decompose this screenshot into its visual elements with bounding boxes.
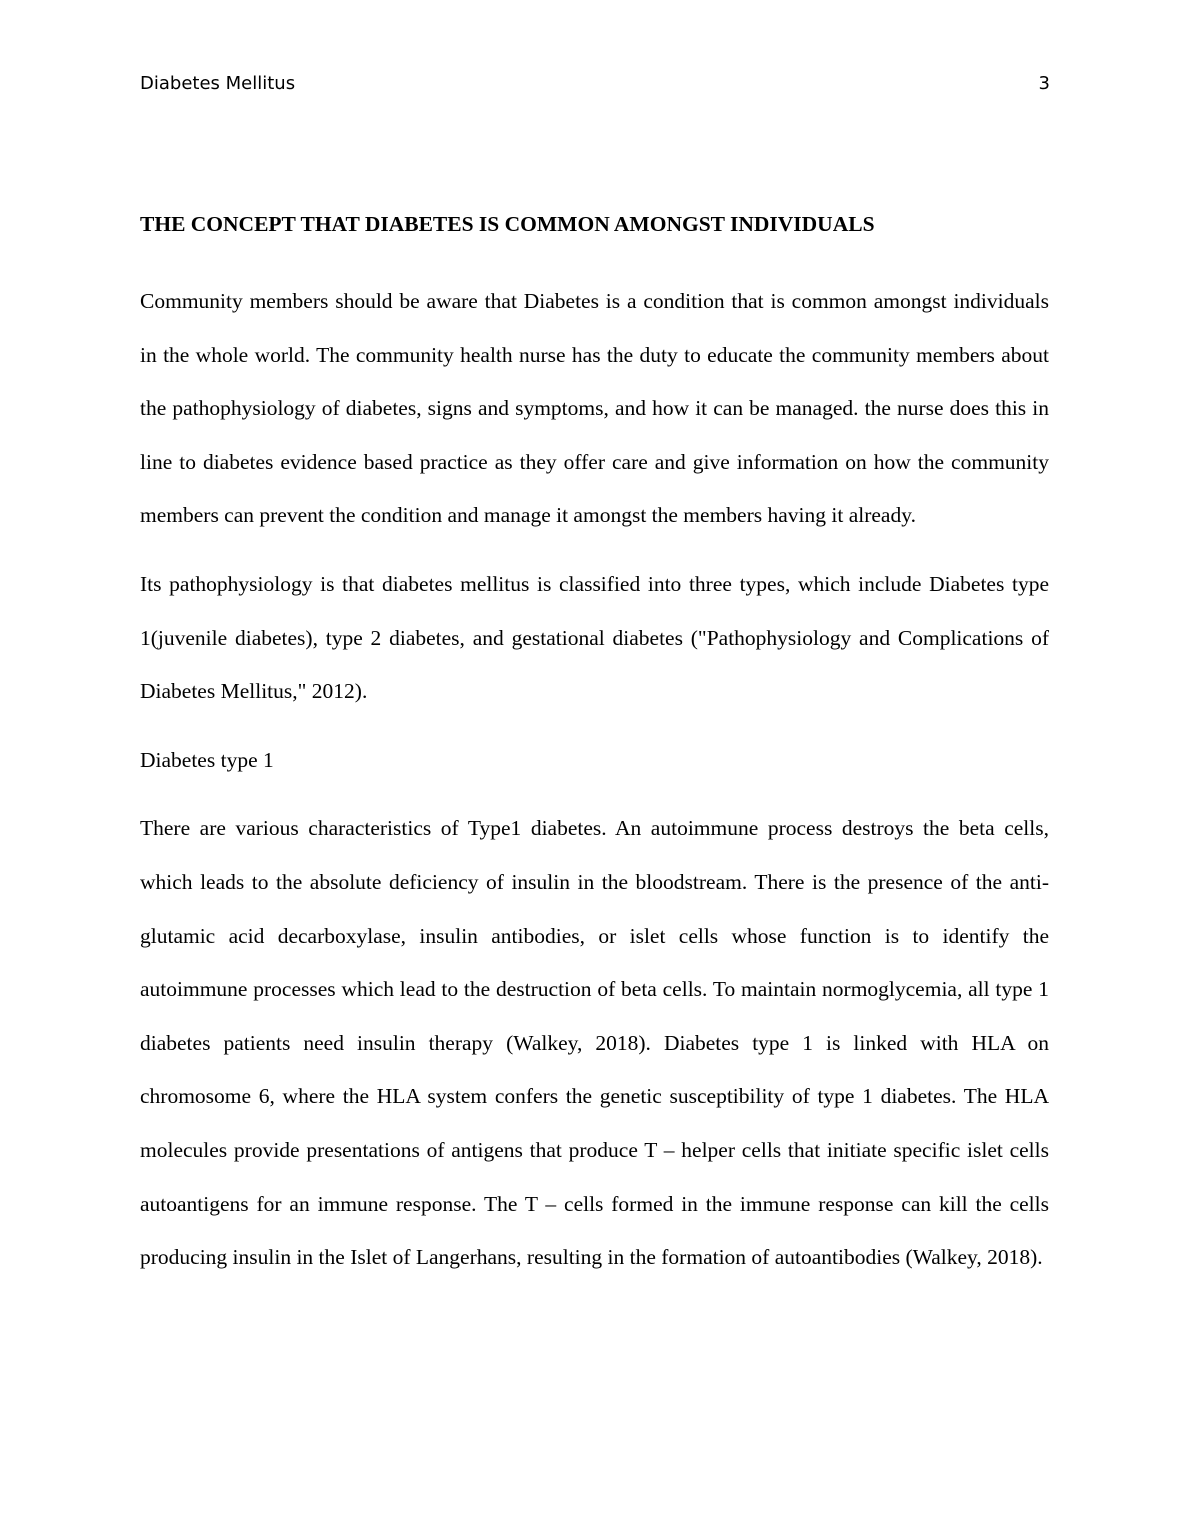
page-number: 3 <box>1038 73 1050 94</box>
subheading-diabetes-type-1: Diabetes type 1 <box>140 747 274 772</box>
paragraph-type-1: There are various characteristics of Type1 diabetes. An autoimmune process destroys the beta cells, which leads to the absolute deficiency of insulin in the bloodstream. There is the presence of the anti-glutamic acid decarboxylase, insulin antibodies, or islet cells whose function is to identify the autoimmune processes which lead to the destruction of beta cells. To maintain normoglycemia, all type 1 diabetes patients need insulin therapy (Walkey, 2018). Diabetes type 1 is linked with HLA on chromosome 6, where the HLA system confers the genetic susceptibility of type 1 diabetes. The HLA molecules provide presentations of antigens that produce T – helper cells that initiate specific islet cells autoantigens for an immune response. The T – cells formed in the immune response can kill the cells producing insulin in the Islet of Langerhans, resulting in the formation of autoantibodies (Walkey, 2018). <box>140 816 1049 1270</box>
section-heading: THE CONCEPT THAT DIABETES IS COMMON AMONGST INDIVIDUALS <box>140 212 875 236</box>
running-header-title: Diabetes Mellitus <box>140 73 296 94</box>
document-body <box>140 206 1049 1300</box>
paragraph-pathophysiology: Its pathophysiology is that diabetes mellitus is classified into three types, which include Diabetes type 1(juvenile diabetes), type 2 diabetes, and gestational diabetes ("Pathophysiology and Complications of Diabetes Mellitus," 2012). <box>140 571 1049 704</box>
paragraph-intro: Community members should be aware that Diabetes is a condition that is common amongst individuals in the whole world. The community health nurse has the duty to educate the community members about the pathophysiology of diabetes, signs and symptoms, and how it can be managed. the nurse does this in line to diabetes evidence based practice as they offer care and give information on how the community members can prevent the condition and manage it amongst the members having it already. <box>140 289 1049 528</box>
